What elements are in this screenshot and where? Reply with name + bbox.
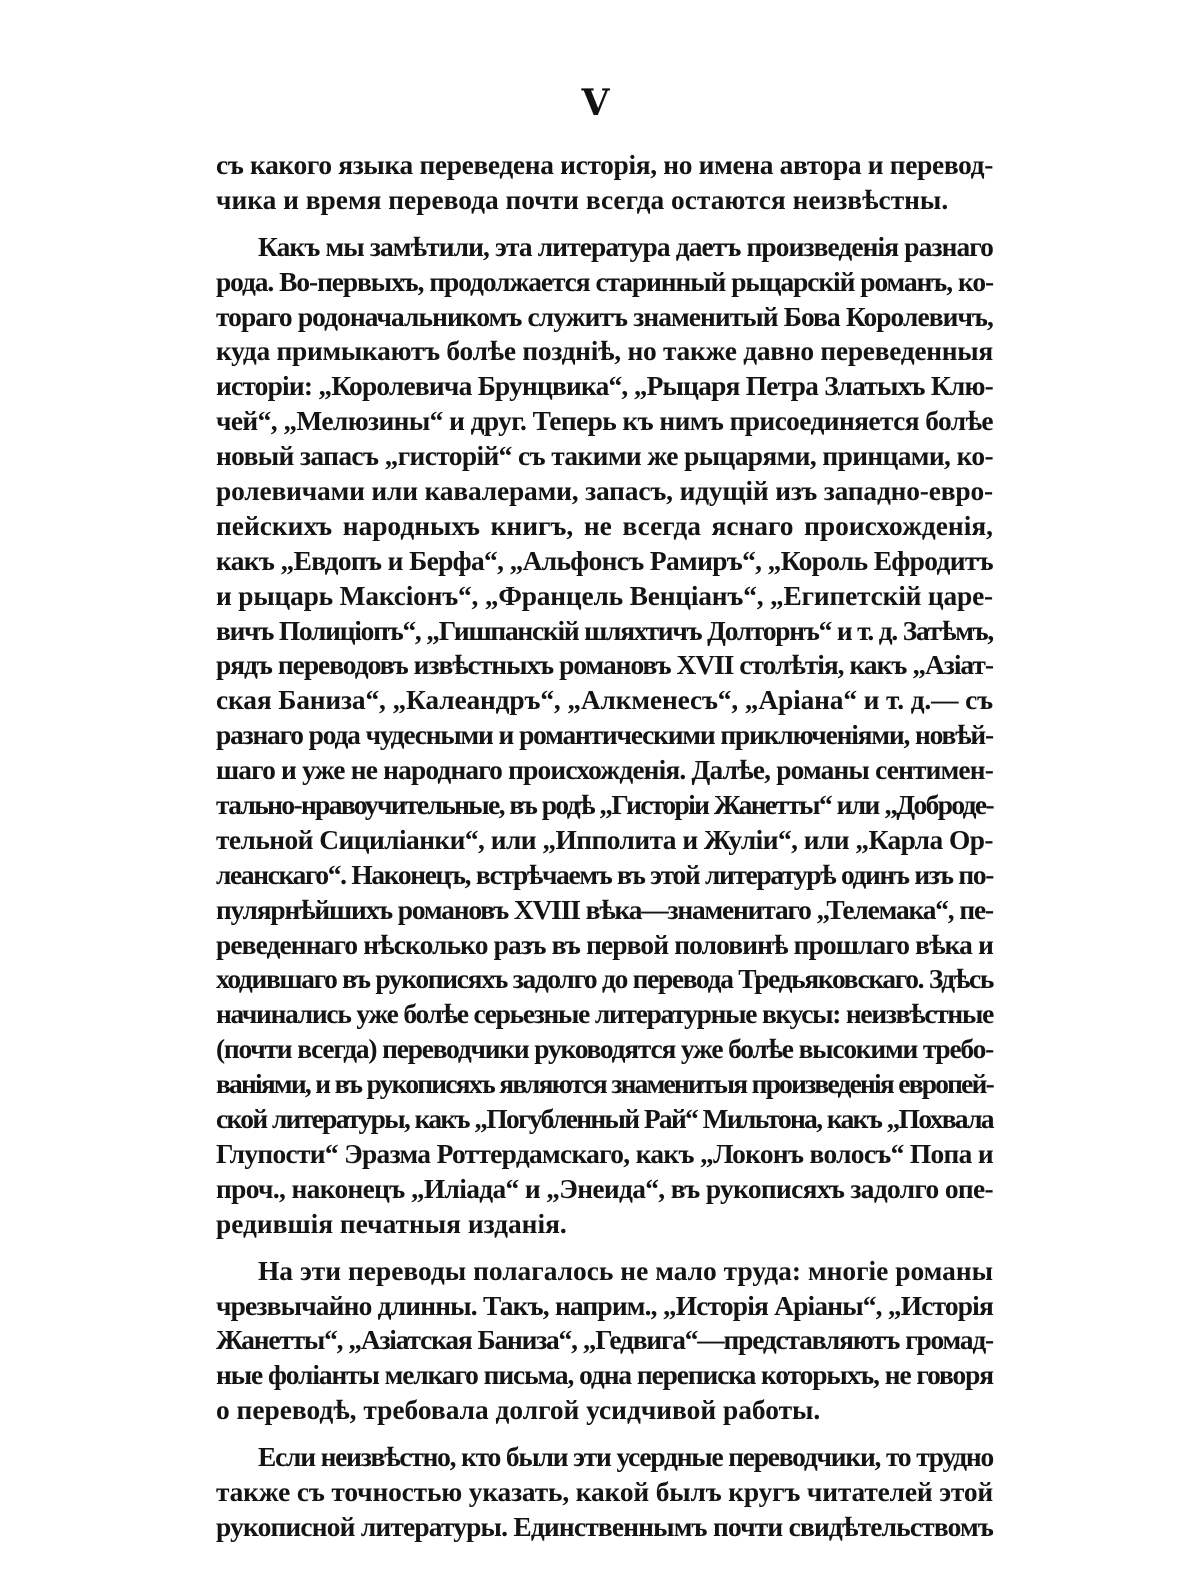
text-line: пулярнѣйшихъ романовъ XVIII вѣка—знаменитаго „Телемака“, пе- — [216, 894, 993, 925]
paragraph-2 — [216, 230, 993, 1242]
text-line: На эти переводы полагалось не мало труда: многіе романы — [258, 1255, 993, 1286]
text-line: леанскаго“. Наконецъ, встрѣчаемъ въ этой литературѣ одинъ изъ по- — [216, 859, 993, 890]
text-line: чей“, „Мелюзины“ и друг. Теперь къ нимъ присоединяется болѣе — [216, 406, 993, 437]
text-line: Какъ мы замѣтили, эта литература даетъ произведенія разнаго — [258, 231, 993, 262]
text-line: ходившаго въ рукописяхъ задолго до перевода Тредьяковскаго. Здѣсь — [216, 964, 993, 995]
text-line: новый запасъ „гисторій“ съ такими же рыцарями, принцами, ко- — [216, 441, 993, 472]
text-line: разнаго рода чудесными и романтическими приключеніями, новѣй- — [216, 720, 993, 751]
text-line: ская Баниза“, „Калеандръ“, „Алкменесъ“, „Аріана“ и т. д.— съ — [216, 685, 993, 716]
text-line: ской литературы, какъ „Погубленный Рай“ Мильтона, какъ „Похвала — [216, 1104, 993, 1135]
paragraph-4 — [216, 1440, 993, 1545]
text-line: редившія печатныя изданія. — [216, 1208, 567, 1239]
text-line: рядъ переводовъ извѣстныхъ романовъ XVII столѣтія, какъ „Азіат- — [216, 650, 993, 681]
text-line: о переводѣ, требовала долгой усидчивой работы. — [216, 1395, 821, 1426]
text-line: чрезвычайно длинны. Такъ, наприм., „Исторія Аріаны“, „Исторія — [216, 1290, 993, 1321]
body-text — [216, 148, 993, 1545]
text-line: начинались уже болѣе серьезные литературные вкусы: неизвѣстные — [216, 999, 993, 1030]
text-line: рода. Во-первыхъ, продолжается старинный рыцарскій романъ, ко- — [216, 266, 993, 297]
text-line: тельной Сициліанки“, или „Ипполита и Жуліи“, или „Карла Ор- — [216, 824, 993, 855]
text-line: Жанетты“, „Азіатская Баниза“, „Гедвига“—представляютъ громад- — [216, 1325, 993, 1356]
text-line: (почти всегда) переводчики руководятся уже болѣе высокими требо- — [216, 1034, 993, 1065]
text-line: Если неизвѣстно, кто были эти усердные переводчики, то трудно — [258, 1442, 993, 1473]
text-line: шаго и уже не народнаго происхожденія. Далѣе, романы сентимен- — [216, 755, 993, 786]
text-line: исторіи: „Королевича Брунцвика“, „Рыцаря Петра Златыхъ Клю- — [216, 371, 993, 402]
text-line: вичъ Полиціопъ“, „Гишпанскій шляхтичъ Долторнъ“ и т. д. Затѣмъ, — [216, 615, 993, 646]
text-line: тально-нравоучительные, въ родѣ „Гисторіи Жанетты“ или „Доброде- — [216, 790, 993, 821]
page-number: V — [581, 82, 610, 124]
text-line: ролевичами или кавалерами, запасъ, идущій изъ западно-евро- — [216, 476, 993, 507]
text-line: ваніями, и въ рукописяхъ являются знаменитыя произведенія европей- — [216, 1069, 993, 1100]
text-line: чика и время перевода почти всегда остаются неизвѣстны. — [216, 184, 949, 215]
text-line: пейскихъ народныхъ книгъ, не всегда яснаго происхожденія, — [216, 510, 993, 541]
text-line: реведеннаго нѣсколько разъ въ первой половинѣ прошлаго вѣка и — [216, 929, 993, 960]
text-line: ные фоліанты мелкаго письма, одна переписка которыхъ, не говоря — [216, 1360, 993, 1391]
text-line: и рыцарь Максіонъ“, „Францель Венціанъ“, „Египетскій царе- — [216, 580, 993, 611]
paragraph-3 — [216, 1254, 993, 1428]
text-line: какъ „Евдопъ и Берфа“, „Альфонсъ Рамиръ“, „Король Ефродитъ — [216, 545, 993, 576]
text-line: рукописной литературы. Единственнымъ почти свидѣтельствомъ — [216, 1511, 993, 1542]
text-line: проч., наконецъ „Иліада“ и „Энеида“, въ рукописяхъ задолго опе- — [216, 1173, 993, 1204]
text-line: также съ точностью указать, какой былъ кругъ читателей этой — [216, 1476, 993, 1507]
paragraph-1 — [216, 148, 993, 218]
text-line: съ какого языка переведена исторія, но имена автора и перевод- — [216, 150, 993, 180]
text-line: куда примыкаютъ болѣе поздніѣ, но также давно переведенныя — [216, 336, 993, 367]
text-line: Глупости“ Эразма Роттердамскаго, какъ „Локонъ волосъ“ Попа и — [216, 1138, 993, 1169]
text-line: тораго родоначальникомъ служитъ знаменитый Бова Королевичъ, — [216, 301, 993, 332]
